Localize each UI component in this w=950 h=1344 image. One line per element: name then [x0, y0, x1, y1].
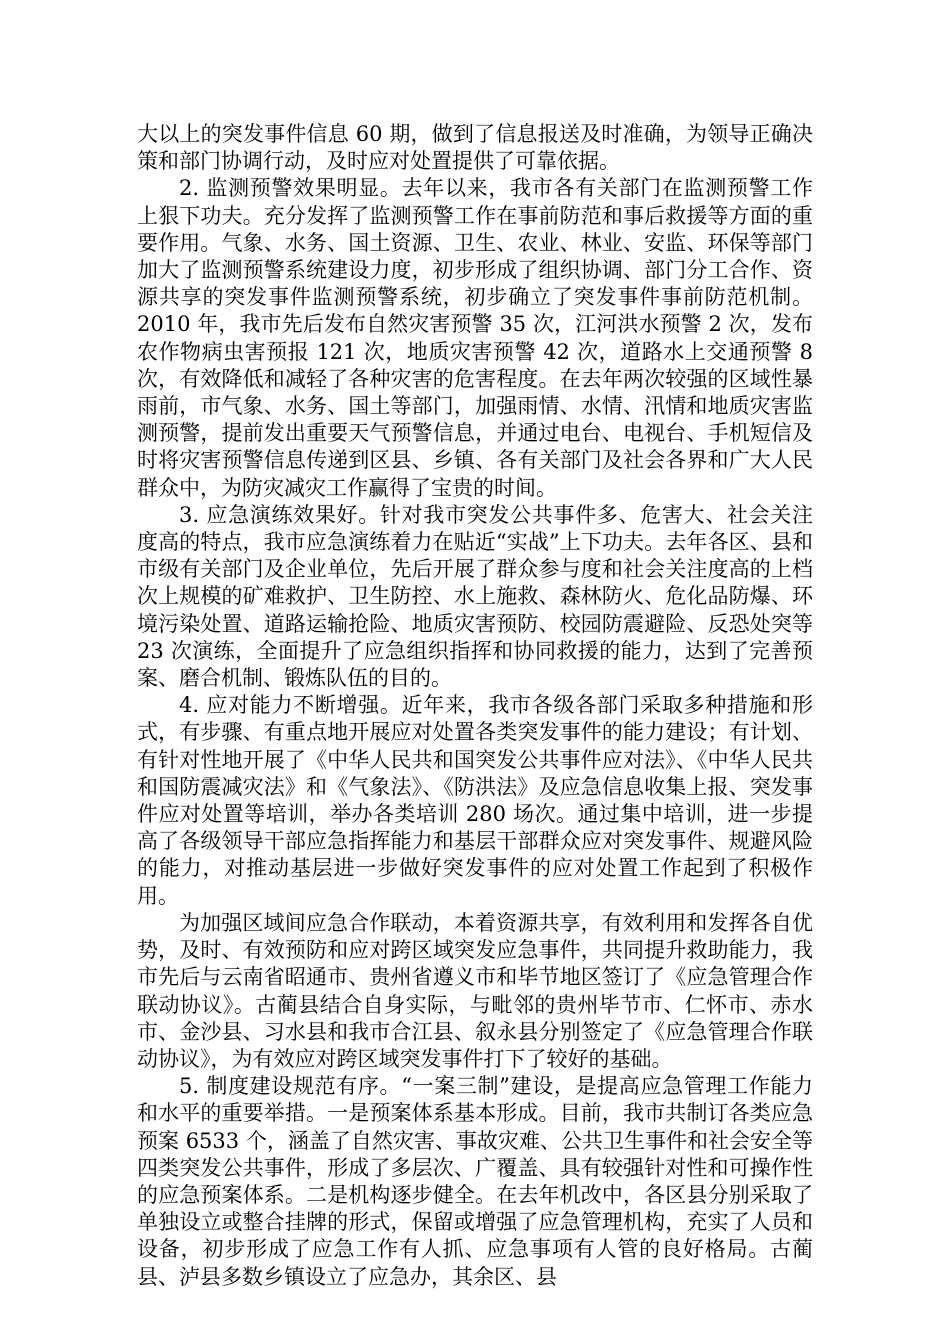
- paragraph-response-capability: 4. 应对能力不断增强。近年来，我市各级各部门采取多种措施和形式，有步骤、有重点地开展应对处置各类突发事件的能力建设；有计划、有针对性地开展了《中华人民共和国突发公共事件应对法》、《中华人民共和国防震减灾法》和《气象法》、《防洪法》及应急信息收集上报、突发事件应对处置等培训，举办各类培训 280 场次。通过集中培训，进一步提高了各级领导干部应急指挥能力和基层干部群众应对突发事件、规避风险的能力，对推动基层进一步做好突发事件的应对处置工作起到了积极作用。: [137, 693, 813, 908]
- paragraph-regional-cooperation: 为加强区域间应急合作联动，本着资源共享，有效利用和发挥各自优势，及时、有效预防和应对跨区域突发应急事件，共同提升救助能力，我市先后与云南省昭通市、贵州省遵义市和毕节地区签订了《应急管理合作联动协议》。古蔺县结合自身实际，与毗邻的贵州毕节市、仁怀市、赤水市、金沙县、习水县和我市合江县、叙永县分别签定了《应急管理合作联动协议》，为有效应对跨区域突发事件打下了较好的基础。: [137, 910, 813, 1071]
- paragraph-continuation: 大以上的突发事件信息 60 期，做到了信息报送及时准确，为领导正确决策和部门协调行动，及时应对处置提供了可靠依据。: [137, 122, 813, 174]
- paragraph-monitoring-warning: 2. 监测预警效果明显。去年以来，我市各有关部门在监测预警工作上狠下功夫。充分发挥了监测预警工作在事前防范和事后救援等方面的重要作用。气象、水务、国土资源、卫生、农业、林业、安监、环保等部门加大了监测预警系统建设力度，初步形成了组织协调、部门分工合作、资源共享的突发事件监测预警系统，初步确立了突发事件事前防范机制。2010 年，我市先后发布自然灾害预警 35 次，江河洪水预警 2 次，发布农作物病虫害预报 121 次，地质灾害预警 42 次，道路水上交通预警 8 次，有效降低和减轻了各种灾害的危害程度。在去年两次较强的区域性暴雨前，市气象、水务、国土等部门，加强雨情、水情、汛情和地质灾害监测预警，提前发出重要天气预警信息，并通过电台、电视台、手机短信及时将灾害预警信息传递到区县、乡镇、各有关部门及社会各界和广大人民群众中，为防灾减灾工作赢得了宝贵的时间。: [137, 176, 813, 500]
- paragraph-emergency-drill: 3. 应急演练效果好。针对我市突发公共事件多、危害大、社会关注度高的特点，我市应急演练着力在贴近“实战”上下功夫。去年各区、县和市级有关部门及企业单位，先后开展了群众参与度和社会关注度高的上档次上规模的矿难救护、卫生防控、水上施救、森林防火、危化品防爆、环境污染处置、道路运输抢险、地质灾害预防、校园防震避险、反恐处突等 23 次演练，全面提升了应急组织指挥和协同救援的能力，达到了完善预案、磨合机制、锻炼队伍的目的。: [137, 502, 813, 691]
- document-page: [137, 121, 813, 1291]
- paragraph-system-building: 5. 制度建设规范有序。“一案三制”建设，是提高应急管理工作能力和水平的重要举措。一是预案体系基本形成。目前，我市共制订各类应急预案 6533 个，涵盖了自然灾害、事故灾难、公共卫生事件和社会安全等四类突发公共事件，形成了多层次、广覆盖、具有较强针对性和可操作性的应急预案体系。二是机构逐步健全。在去年机改中，各区县分别采取了单独设立或整合挂牌的形式，保留或增强了应急管理机构，充实了人员和设备，初步形成了应急工作有人抓、应急事项有人管的良好格局。古蔺县、泸县多数乡镇设立了应急办，其余区、县: [137, 1074, 813, 1289]
